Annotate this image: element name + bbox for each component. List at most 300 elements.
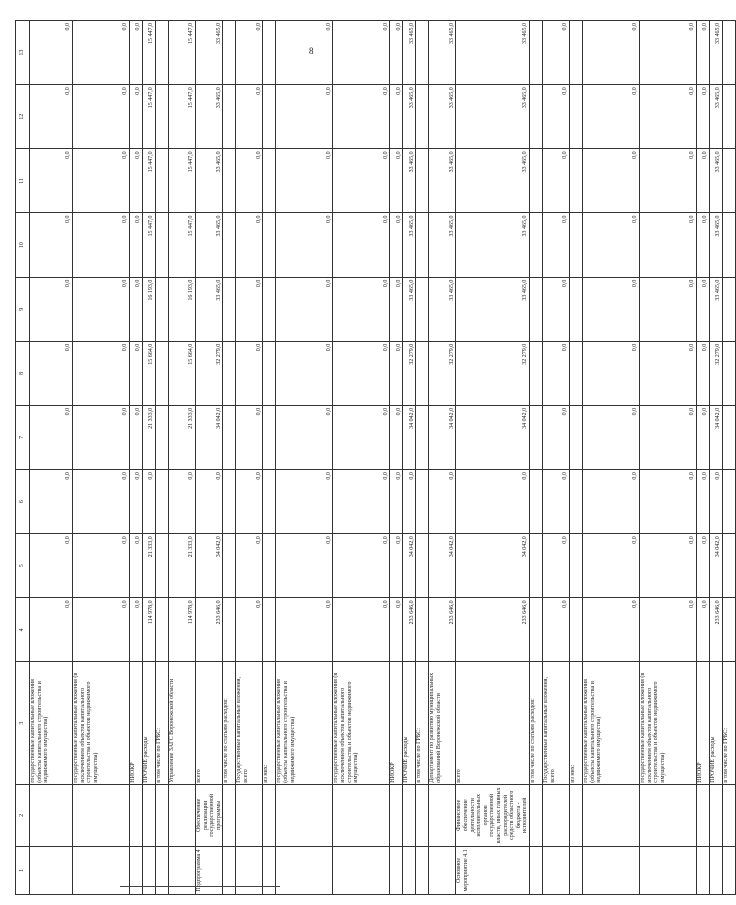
table-row [236, 21, 263, 895]
amount-cell: 0,0 [276, 470, 333, 534]
amount-cell: 16 193,0 [169, 277, 196, 341]
amount-cell [156, 149, 169, 213]
amount-cell [263, 341, 276, 405]
expense-item-cell: Государственные капитальные вложения, всего [236, 662, 263, 784]
header-cell: 13 [16, 21, 30, 85]
header-cell: 1 [16, 846, 30, 894]
amount-cell [156, 21, 169, 85]
program-name-cell: Обеспечение реализации государственной программы [196, 784, 223, 846]
program-name-cell [333, 784, 390, 846]
table-row [416, 21, 429, 895]
amount-cell: 0,0 [333, 598, 390, 662]
amount-cell [416, 470, 429, 534]
amount-cell: 33 465,0 [196, 149, 223, 213]
program-level-cell: Подпрограмма 4 [196, 846, 223, 894]
amount-cell [529, 85, 542, 149]
program-name-cell [130, 784, 143, 846]
amount-cell [223, 21, 236, 85]
amount-cell: 0,0 [130, 85, 143, 149]
expense-item-cell: Государственные капитальные вложения, всего [542, 662, 569, 784]
amount-cell [263, 149, 276, 213]
amount-cell [529, 341, 542, 405]
expense-item-cell: государственные капитальные вложения (в исключением объектов капитального строительства и объектов недвижимого имущества) [333, 662, 390, 784]
amount-cell [416, 213, 429, 277]
program-name-cell [403, 784, 416, 846]
amount-cell: 0,0 [582, 341, 639, 405]
amount-cell: 0,0 [696, 405, 709, 469]
amount-cell: 0,0 [542, 470, 569, 534]
amount-cell [263, 213, 276, 277]
amount-cell [529, 534, 542, 598]
amount-cell: 0,0 [73, 470, 130, 534]
amount-cell: 0,0 [582, 534, 639, 598]
amount-cell: 21 333,0 [169, 534, 196, 598]
amount-cell: 0,0 [169, 470, 196, 534]
amount-cell: 0,0 [276, 85, 333, 149]
amount-cell: 34 042,0 [456, 405, 530, 469]
amount-cell: 0,0 [542, 405, 569, 469]
program-name-cell [722, 784, 735, 846]
amount-cell: 0,0 [333, 405, 390, 469]
amount-cell: 0,0 [236, 149, 263, 213]
amount-cell [223, 149, 236, 213]
program-name-cell [30, 784, 73, 846]
amount-cell: 0,0 [390, 85, 403, 149]
amount-cell: 233 646,0 [709, 598, 722, 662]
program-name-cell [416, 784, 429, 846]
amount-cell: 0,0 [130, 277, 143, 341]
amount-cell: 0,0 [696, 470, 709, 534]
amount-cell: 0,0 [639, 213, 696, 277]
amount-cell: 34 042,0 [709, 405, 722, 469]
amount-cell [529, 470, 542, 534]
expense-item-cell: государственные капитальные вложения (объекты капитального строительства и недвижимого имущества) [276, 662, 333, 784]
amount-cell: 32 279,0 [709, 341, 722, 405]
amount-cell [156, 470, 169, 534]
amount-cell: 0,0 [30, 405, 73, 469]
amount-cell: 0,0 [30, 341, 73, 405]
amount-cell: 0,0 [582, 470, 639, 534]
amount-cell: 0,0 [276, 598, 333, 662]
amount-cell: 0,0 [333, 85, 390, 149]
amount-cell: 33 465,0 [456, 21, 530, 85]
amount-cell: 34 042,0 [429, 405, 456, 469]
amount-cell [223, 85, 236, 149]
amount-cell: 0,0 [390, 277, 403, 341]
amount-cell: 0,0 [390, 21, 403, 85]
program-level-cell [722, 846, 735, 894]
expense-item-cell: государственные капитальные вложения (в исключением объектов капитального строительства и объектов недвижимого имущества) [639, 662, 696, 784]
amount-cell: 114 978,0 [143, 598, 156, 662]
program-level-cell [236, 846, 263, 894]
amount-cell: 0,0 [236, 598, 263, 662]
program-name-cell [696, 784, 709, 846]
program-name-cell [143, 784, 156, 846]
amount-cell: 33 465,0 [196, 277, 223, 341]
amount-cell [416, 85, 429, 149]
table-row [709, 21, 722, 895]
amount-cell: 21 333,0 [143, 405, 156, 469]
amount-cell: 33 465,0 [709, 277, 722, 341]
expense-item-cell: в том числе по ГРБС: [156, 662, 169, 784]
amount-cell: 15 447,0 [169, 21, 196, 85]
table-row [263, 21, 276, 895]
amount-cell: 0,0 [582, 598, 639, 662]
program-level-cell: Основное мероприятие 4.1 [456, 846, 530, 894]
amount-cell: 0,0 [390, 405, 403, 469]
program-name-cell [709, 784, 722, 846]
program-name-cell [390, 784, 403, 846]
amount-cell: 0,0 [696, 85, 709, 149]
amount-cell [263, 21, 276, 85]
amount-cell: 0,0 [582, 149, 639, 213]
amount-cell: 0,0 [582, 213, 639, 277]
amount-cell: 0,0 [130, 149, 143, 213]
amount-cell: 0,0 [236, 277, 263, 341]
amount-cell [263, 405, 276, 469]
amount-cell: 0,0 [639, 598, 696, 662]
program-level-cell [130, 846, 143, 894]
program-level-cell [333, 846, 390, 894]
amount-cell: 0,0 [390, 534, 403, 598]
amount-cell [416, 405, 429, 469]
amount-cell: 0,0 [696, 534, 709, 598]
amount-cell [569, 277, 582, 341]
header-cell: 2 [16, 784, 30, 846]
table-row [196, 21, 223, 895]
program-level-cell [169, 846, 196, 894]
expense-item-cell: в том числе по статьям расходов: [529, 662, 542, 784]
amount-cell: 0,0 [456, 470, 530, 534]
amount-cell: 15 447,0 [169, 85, 196, 149]
amount-cell: 34 042,0 [429, 534, 456, 598]
header-cell: 4 [16, 598, 30, 662]
amount-cell [416, 21, 429, 85]
amount-cell [223, 598, 236, 662]
table-row [130, 21, 143, 895]
amount-cell: 33 465,0 [403, 149, 416, 213]
amount-cell: 0,0 [73, 598, 130, 662]
table-row [429, 21, 456, 895]
amount-cell: 0,0 [30, 277, 73, 341]
expense-item-cell: ПРОЧИЕ расходы [709, 662, 722, 784]
amount-cell: 0,0 [639, 85, 696, 149]
amount-cell [569, 598, 582, 662]
program-level-cell [30, 846, 73, 894]
amount-cell: 32 279,0 [196, 341, 223, 405]
amount-cell: 33 465,0 [456, 213, 530, 277]
amount-cell [529, 405, 542, 469]
amount-cell: 15 447,0 [143, 149, 156, 213]
program-level-cell [276, 846, 333, 894]
table-row [169, 21, 196, 895]
program-level-cell [529, 846, 542, 894]
program-name-cell [529, 784, 542, 846]
table-row [456, 21, 530, 895]
amount-cell: 0,0 [390, 213, 403, 277]
amount-cell [223, 405, 236, 469]
amount-cell [416, 534, 429, 598]
program-level-cell [390, 846, 403, 894]
amount-cell [569, 341, 582, 405]
amount-cell [569, 534, 582, 598]
header-cell: 11 [16, 149, 30, 213]
amount-cell: 33 465,0 [709, 213, 722, 277]
table-row [390, 21, 403, 895]
amount-cell: 0,0 [582, 21, 639, 85]
amount-cell: 0,0 [333, 213, 390, 277]
amount-cell: 0,0 [639, 149, 696, 213]
amount-cell: 0,0 [390, 341, 403, 405]
amount-cell [722, 21, 735, 85]
amount-cell: 33 465,0 [429, 85, 456, 149]
program-level-cell [429, 846, 456, 894]
program-level-cell [569, 846, 582, 894]
amount-cell: 15 664,0 [169, 341, 196, 405]
amount-cell: 0,0 [333, 470, 390, 534]
amount-cell: 33 465,0 [429, 149, 456, 213]
program-level-cell [73, 846, 130, 894]
amount-cell: 34 042,0 [196, 405, 223, 469]
program-name-cell [156, 784, 169, 846]
amount-cell: 0,0 [236, 85, 263, 149]
amount-cell: 0,0 [333, 277, 390, 341]
amount-cell: 0,0 [696, 277, 709, 341]
amount-cell: 33 465,0 [456, 277, 530, 341]
amount-cell: 0,0 [276, 21, 333, 85]
amount-cell: 15 447,0 [143, 213, 156, 277]
amount-cell: 33 465,0 [456, 85, 530, 149]
expense-item-cell: Департамент по развитию муниципальных образований Воронежской области [429, 662, 456, 784]
amount-cell [156, 534, 169, 598]
table-row [582, 21, 639, 895]
amount-cell: 0,0 [30, 149, 73, 213]
amount-cell [156, 277, 169, 341]
program-name-cell [429, 784, 456, 846]
amount-cell: 0,0 [542, 277, 569, 341]
amount-cell: 34 042,0 [403, 405, 416, 469]
amount-cell [223, 470, 236, 534]
amount-cell: 0,0 [639, 21, 696, 85]
program-level-cell [416, 846, 429, 894]
amount-cell: 34 042,0 [403, 534, 416, 598]
amount-cell: 33 465,0 [196, 85, 223, 149]
amount-cell: 0,0 [390, 149, 403, 213]
expense-item-cell: ПРОЧИЕ расходы [403, 662, 416, 784]
expense-item-cell: всего [196, 662, 223, 784]
header-cell: 9 [16, 277, 30, 341]
amount-cell: 233 646,0 [196, 598, 223, 662]
amount-cell: 0,0 [639, 534, 696, 598]
amount-cell: 0,0 [73, 534, 130, 598]
program-level-cell [696, 846, 709, 894]
amount-cell: 34 042,0 [196, 534, 223, 598]
table-row [696, 21, 709, 895]
rotated-table-container [15, 20, 729, 895]
amount-cell: 0,0 [73, 405, 130, 469]
expense-item-cell: из них: [569, 662, 582, 784]
amount-cell: 0,0 [542, 85, 569, 149]
amount-cell: 0,0 [542, 21, 569, 85]
amount-cell [722, 470, 735, 534]
amount-cell: 0,0 [30, 85, 73, 149]
amount-cell [416, 598, 429, 662]
amount-cell: 0,0 [542, 341, 569, 405]
amount-cell: 0,0 [390, 470, 403, 534]
amount-cell: 0,0 [639, 405, 696, 469]
amount-cell: 33 465,0 [196, 21, 223, 85]
budget-table [15, 20, 736, 895]
header-cell: 8 [16, 341, 30, 405]
amount-cell [722, 341, 735, 405]
amount-cell [223, 534, 236, 598]
program-level-cell [403, 846, 416, 894]
amount-cell [223, 213, 236, 277]
amount-cell: 0,0 [130, 598, 143, 662]
amount-cell [156, 213, 169, 277]
amount-cell: 33 465,0 [403, 277, 416, 341]
program-level-cell [582, 846, 639, 894]
program-name-cell [276, 784, 333, 846]
header-cell: 5 [16, 534, 30, 598]
amount-cell: 0,0 [73, 341, 130, 405]
amount-cell: 21 333,0 [169, 405, 196, 469]
amount-cell: 33 465,0 [709, 21, 722, 85]
amount-cell: 0,0 [696, 213, 709, 277]
page-number: 8 [309, 46, 314, 56]
amount-cell [529, 213, 542, 277]
amount-cell [263, 534, 276, 598]
amount-cell: 0,0 [276, 213, 333, 277]
table-row [722, 21, 735, 895]
amount-cell: 0,0 [276, 149, 333, 213]
amount-cell: 0,0 [196, 470, 223, 534]
amount-cell: 0,0 [236, 341, 263, 405]
amount-cell [156, 85, 169, 149]
amount-cell [722, 149, 735, 213]
amount-cell: 0,0 [236, 21, 263, 85]
expense-item-cell: из них: [263, 662, 276, 784]
program-level-cell [542, 846, 569, 894]
header-cell: 12 [16, 85, 30, 149]
program-level-cell [143, 846, 156, 894]
header-cell: 6 [16, 470, 30, 534]
program-name-cell [223, 784, 236, 846]
expense-item-cell: НИОКР [696, 662, 709, 784]
expense-item-cell: в том числе по статьям расходов: [223, 662, 236, 784]
amount-cell: 33 465,0 [456, 149, 530, 213]
amount-cell: 0,0 [542, 534, 569, 598]
header-cell: 7 [16, 405, 30, 469]
amount-cell: 0,0 [276, 534, 333, 598]
amount-cell: 32 279,0 [456, 341, 530, 405]
amount-cell: 0,0 [130, 405, 143, 469]
amount-cell: 0,0 [130, 341, 143, 405]
amount-cell: 33 465,0 [429, 21, 456, 85]
amount-cell: 233 646,0 [456, 598, 530, 662]
amount-cell: 0,0 [130, 470, 143, 534]
table-row [73, 21, 130, 895]
amount-cell [263, 598, 276, 662]
amount-cell: 16 193,0 [143, 277, 156, 341]
amount-cell: 0,0 [696, 341, 709, 405]
table-row [30, 21, 73, 895]
amount-cell [569, 85, 582, 149]
amount-cell: 15 664,0 [143, 341, 156, 405]
amount-cell: 15 447,0 [169, 213, 196, 277]
amount-cell: 0,0 [30, 213, 73, 277]
amount-cell: 0,0 [696, 598, 709, 662]
amount-cell: 0,0 [696, 149, 709, 213]
table-row [223, 21, 236, 895]
amount-cell: 21 333,0 [143, 534, 156, 598]
program-name-cell [569, 784, 582, 846]
amount-cell: 33 465,0 [429, 277, 456, 341]
amount-cell: 0,0 [333, 149, 390, 213]
expense-item-cell: государственные капитальные вложения (объекты капитального строительства и недвижимого имущества) [582, 662, 639, 784]
table-row [333, 21, 390, 895]
amount-cell: 33 465,0 [403, 21, 416, 85]
program-level-cell [156, 846, 169, 894]
expense-item-cell: Управление ЗАГС Воронежской области [169, 662, 196, 784]
amount-cell: 0,0 [390, 598, 403, 662]
amount-cell [263, 277, 276, 341]
amount-cell: 0,0 [639, 470, 696, 534]
amount-cell: 32 279,0 [403, 341, 416, 405]
amount-cell: 15 447,0 [143, 85, 156, 149]
table-row [276, 21, 333, 895]
amount-cell [529, 149, 542, 213]
amount-cell: 0,0 [403, 470, 416, 534]
amount-cell [569, 21, 582, 85]
amount-cell [569, 470, 582, 534]
amount-cell: 0,0 [696, 21, 709, 85]
amount-cell: 0,0 [143, 470, 156, 534]
amount-cell: 114 978,0 [169, 598, 196, 662]
amount-cell [156, 405, 169, 469]
amount-cell: 0,0 [582, 85, 639, 149]
amount-cell [722, 405, 735, 469]
table-row [529, 21, 542, 895]
amount-cell: 0,0 [276, 405, 333, 469]
amount-cell: 32 279,0 [429, 341, 456, 405]
program-level-cell [639, 846, 696, 894]
amount-cell: 0,0 [30, 21, 73, 85]
amount-cell: 34 042,0 [456, 534, 530, 598]
program-name-cell: Финансовое обеспечение деятельности исполнительных органов государственной власти, иных главных распорядителей средств областного бюджета - исполнителей [456, 784, 530, 846]
amount-cell [569, 213, 582, 277]
amount-cell [263, 470, 276, 534]
amount-cell: 15 447,0 [169, 149, 196, 213]
amount-cell: 0,0 [30, 470, 73, 534]
amount-cell: 0,0 [639, 341, 696, 405]
amount-cell: 0,0 [276, 341, 333, 405]
amount-cell [722, 534, 735, 598]
amount-cell [569, 405, 582, 469]
table-row [569, 21, 582, 895]
expense-item-cell: НИОКР [130, 662, 143, 784]
amount-cell: 233 646,0 [403, 598, 416, 662]
amount-cell: 0,0 [236, 470, 263, 534]
amount-cell [263, 85, 276, 149]
amount-cell [156, 598, 169, 662]
expense-item-cell: всего [456, 662, 530, 784]
amount-cell: 0,0 [333, 534, 390, 598]
amount-cell: 0,0 [333, 341, 390, 405]
amount-cell: 0,0 [276, 277, 333, 341]
amount-cell: 0,0 [236, 213, 263, 277]
expense-item-cell: государственные капитальные вложения (в исключением объектов капитального строительства и объектов недвижимого имущества) [73, 662, 130, 784]
